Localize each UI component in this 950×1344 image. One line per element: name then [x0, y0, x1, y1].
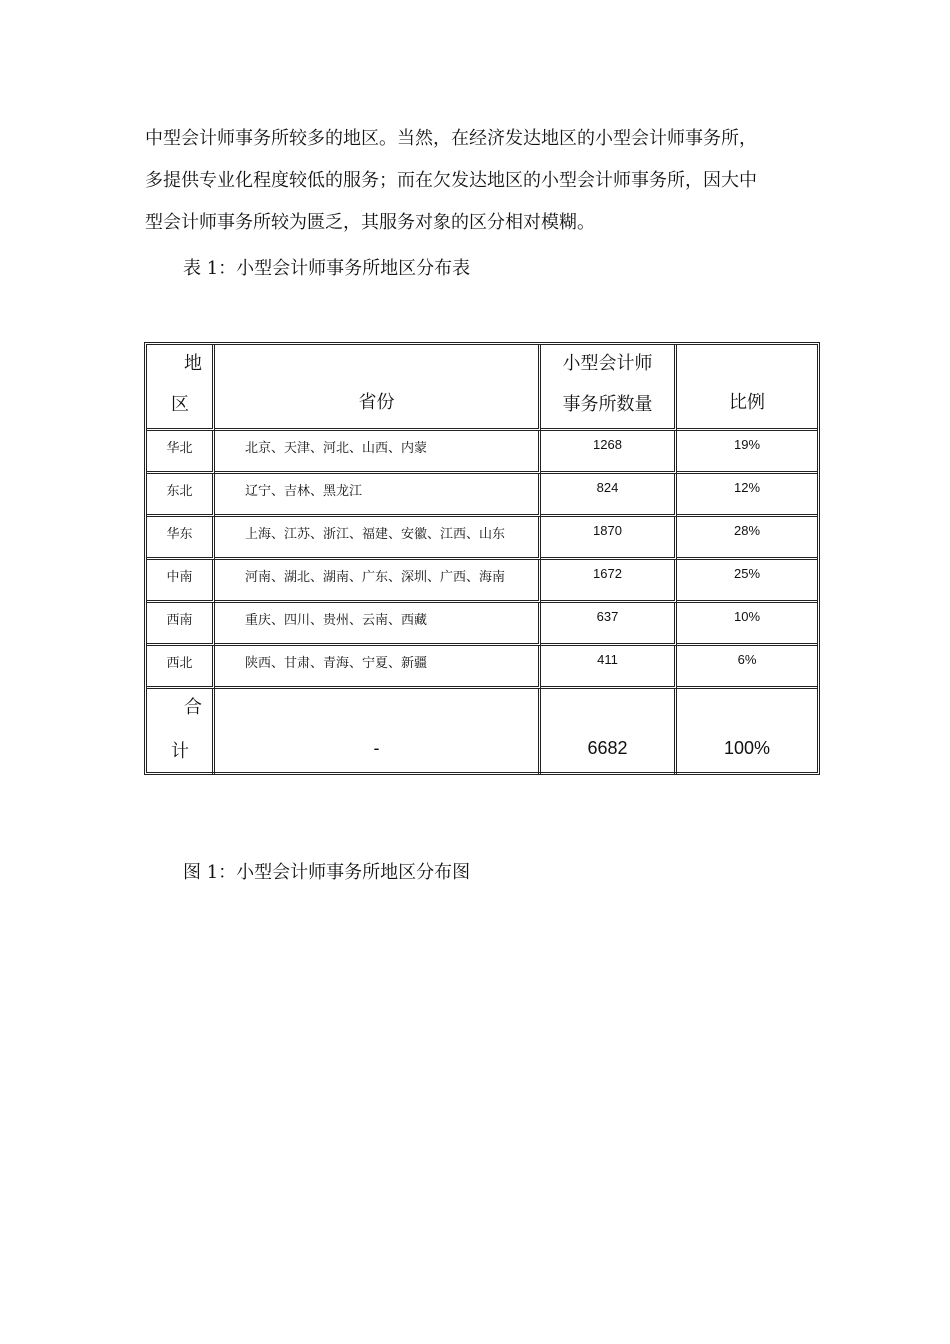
row-count: 1672	[541, 560, 677, 603]
table-row	[147, 646, 817, 689]
row-region: 中南	[147, 560, 215, 603]
total-ratio: 100%	[723, 738, 771, 758]
table-row	[147, 431, 817, 474]
table-row	[147, 517, 817, 560]
row-region: 东北	[147, 474, 215, 517]
paragraph-line-1: 中型会计师事务所较多的地区。当然，在经济发达地区的小型会计师事务所，	[145, 128, 757, 149]
total-label-top: 合	[184, 697, 202, 718]
header-count-top: 小型会计师	[562, 353, 653, 374]
row-provinces: 辽宁、吉林、黑龙江	[215, 474, 541, 517]
table-header-row	[147, 345, 817, 431]
total-provinces: -	[215, 689, 541, 775]
row-provinces: 北京、天津、河北、山西、内蒙	[215, 431, 541, 474]
header-region-top: 地	[184, 353, 202, 374]
row-count: 637	[541, 603, 677, 646]
table-total-row	[147, 689, 817, 775]
row-region: 华北	[147, 431, 215, 474]
table-row	[147, 474, 817, 517]
paragraph-line-2: 多提供专业化程度较低的服务；而在欠发达地区的小型会计师事务所，因大中	[145, 170, 757, 191]
row-provinces: 河南、湖北、湖南、广东、深圳、广西、海南	[215, 560, 541, 603]
row-count: 411	[541, 646, 677, 689]
row-ratio: 25%	[677, 560, 817, 603]
header-region-bottom: 区	[171, 394, 189, 415]
figure-caption: 图 1：小型会计师事务所地区分布图	[183, 862, 471, 883]
row-count: 1870	[541, 517, 677, 560]
table-caption: 表 1：小型会计师事务所地区分布表	[183, 258, 471, 279]
table-row	[147, 603, 817, 646]
region-distribution-table	[144, 342, 820, 775]
header-region	[147, 345, 215, 431]
header-ratio	[677, 345, 817, 431]
row-ratio: 10%	[677, 603, 817, 646]
row-ratio: 19%	[677, 431, 817, 474]
row-ratio: 28%	[677, 517, 817, 560]
total-count: 6682	[541, 689, 677, 775]
header-province	[215, 345, 541, 431]
header-count-bottom: 事务所数量	[562, 394, 653, 415]
header-ratio-label: 比例	[729, 392, 765, 413]
row-provinces: 上海、江苏、浙江、福建、安徽、江西、山东	[215, 517, 541, 560]
row-region: 西北	[147, 646, 215, 689]
row-region: 华东	[147, 517, 215, 560]
row-region: 西南	[147, 603, 215, 646]
total-label	[147, 689, 215, 775]
header-province-label: 省份	[358, 392, 395, 413]
row-count: 1268	[541, 431, 677, 474]
row-count: 824	[541, 474, 677, 517]
table-row	[147, 560, 817, 603]
row-ratio: 12%	[677, 474, 817, 517]
row-provinces: 重庆、四川、贵州、云南、西藏	[215, 603, 541, 646]
header-count	[541, 345, 677, 431]
body-paragraph	[145, 118, 825, 244]
row-ratio: 6%	[677, 646, 817, 689]
paragraph-line-3: 型会计师事务所较为匮乏，其服务对象的区分相对模糊。	[145, 212, 595, 233]
row-provinces: 陕西、甘肃、青海、宁夏、新疆	[215, 646, 541, 689]
total-label-bottom: 计	[171, 741, 189, 762]
